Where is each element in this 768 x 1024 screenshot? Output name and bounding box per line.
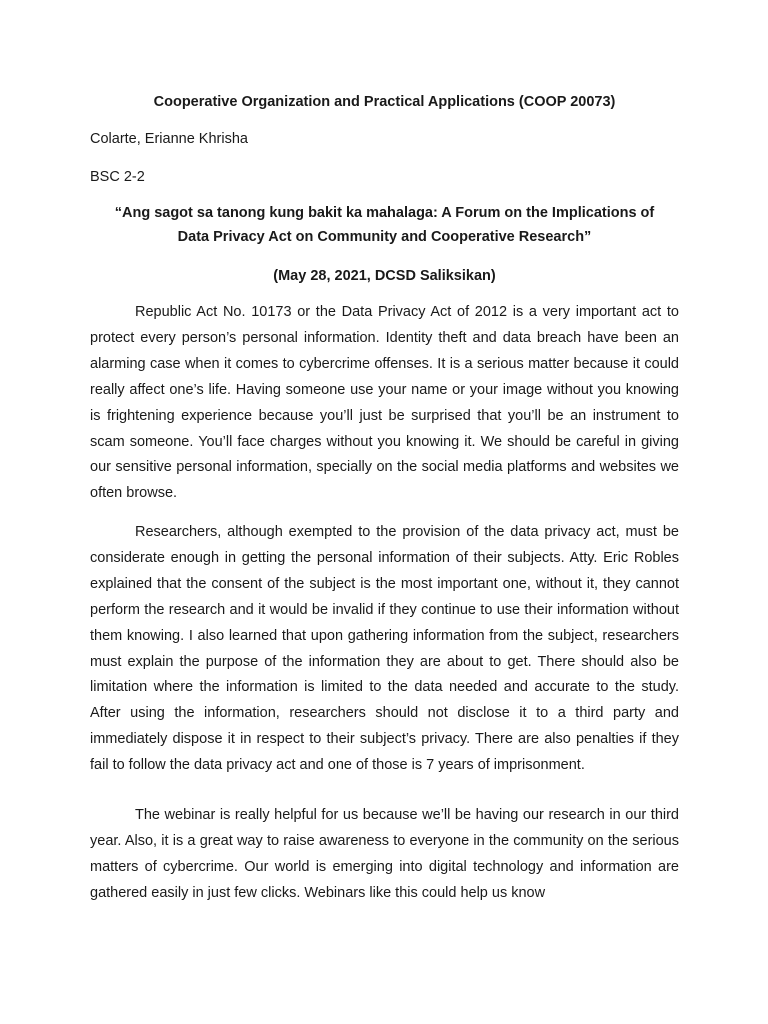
forum-title-line-1: “Ang sagot sa tanong kung bakit ka mahalaga: A Forum on the Implications of (114, 205, 655, 221)
student-name: Colarte, Erianne Khrisha (90, 131, 248, 147)
forum-date: (May 28, 2021, DCSD Saliksikan) (273, 268, 496, 284)
section-label: BSC 2-2 (90, 169, 145, 185)
body-paragraph-1: Republic Act No. 10173 or the Data Privacy Act of 2012 is a very important act to protect every person’s personal information. Identity theft and data breach have been an alarming case when it comes to cybercrime offenses. It is a serious matter because it could really affect one’s life. Having someone use your name or your image without you knowing is frightening experience because you’ll just be surprised that you’ll be an instrument to scam someone. You’ll face charges without you knowing it. We should be careful in giving our sensitive personal information, specially on the social media platforms and websites we often browse. (90, 304, 679, 502)
forum-title-line-2: Data Privacy Act on Community and Cooperative Research” (177, 228, 592, 245)
body-paragraph-3: The webinar is really helpful for us because we’ll be having our research in our third year. Also, it is a great way to raise awareness to everyone in the community on the serious matters of cybercrime. Our world is emerging into digital technology and information are gathered easily in just few clicks. Webinars like this could help us know (90, 807, 679, 901)
body-paragraph-2: Researchers, although exempted to the provision of the data privacy act, must be considerate enough in getting the personal information of their subjects. Atty. Eric Robles explained that the consent of the subject is the most important one, without it, they cannot perform the research and it would be invalid if they continue to use their information without them knowing. I also learned that upon gathering information from the subject, researchers must explain the purpose of the information they are about to get. There should also be limitation where the information is limited to the data needed and accurate to the study. After using the information, researchers should not disclose it to a third party and immediately dispose it in respect to their subject’s privacy. There are also penalties if they fail to follow the data privacy act and one of those is 7 years of imprisonment. (90, 524, 679, 774)
course-title: Cooperative Organization and Practical Applications (COOP 20073) (153, 94, 616, 110)
forum-title (90, 202, 679, 250)
